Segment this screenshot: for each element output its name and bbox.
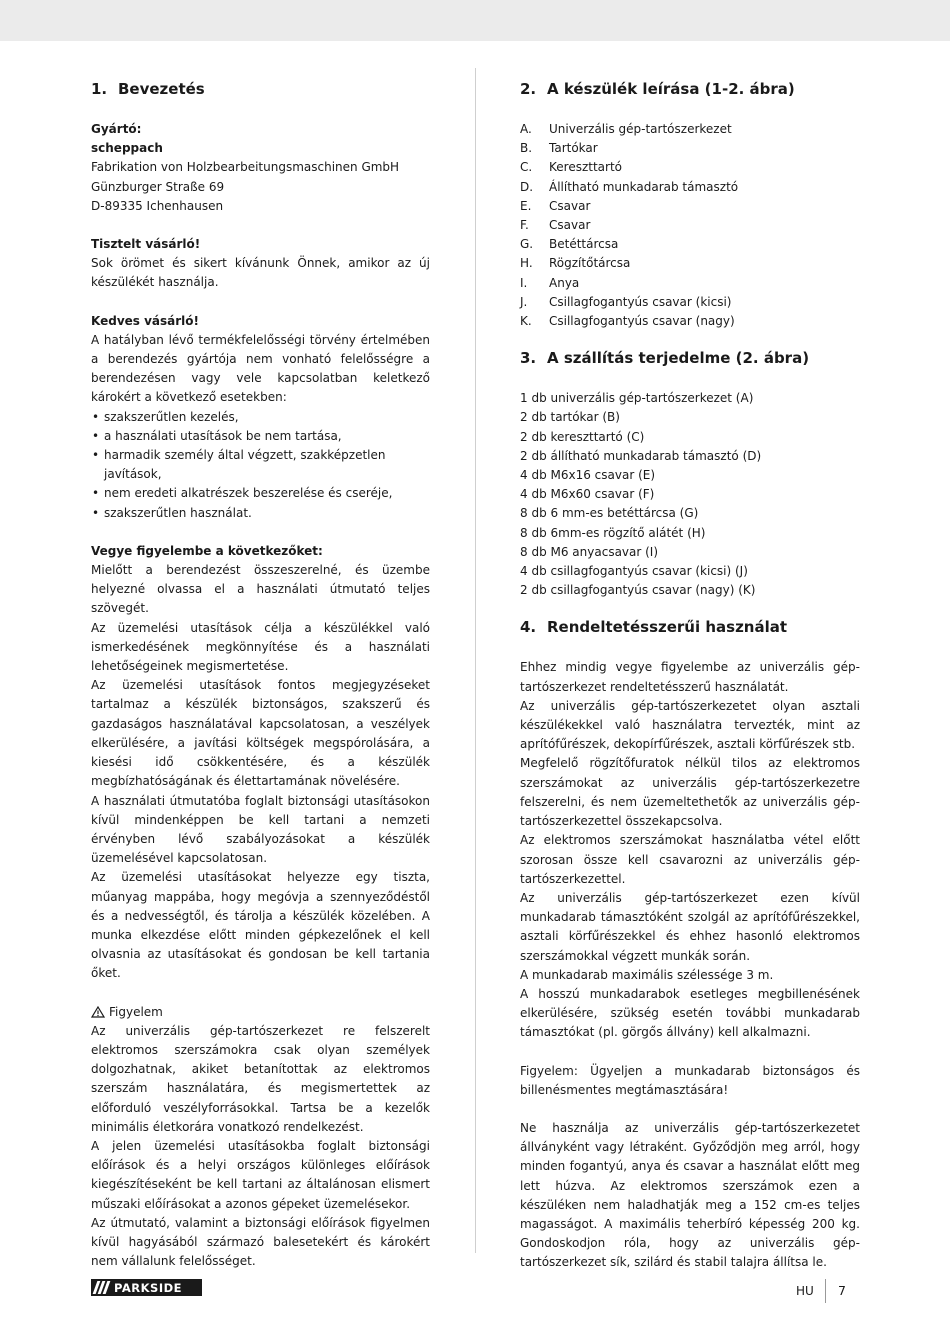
list-item: • harmadik személy által végzett, szakképzetlen javítások, bbox=[91, 446, 430, 484]
list-item: J. Csillagfogantyús csavar (kicsi) bbox=[520, 294, 732, 309]
section-title-text: Bevezetés bbox=[118, 80, 205, 98]
note-paragraph: Az üzemelési utasítások célja a készülékkel való ismerkedésének megkönnyítése és a használati lehetőségeinek megismertetése. bbox=[91, 620, 430, 674]
list-item: 1 db univerzális gép-tartószerkezet (A) bbox=[520, 391, 754, 406]
manufacturer-label: Gyártó: bbox=[91, 122, 142, 136]
section-title-text: A készülék leírása (1-2. ábra) bbox=[547, 80, 795, 98]
dear-buyer-label: Kedves vásárló! bbox=[91, 313, 200, 328]
warning-triangle-icon bbox=[91, 1006, 105, 1018]
section-number: 4. bbox=[520, 618, 537, 637]
warning-paragraph: Az univerzális gép-tartószerkezet re felszerelt elektromos szerszámokra csak olyan személyek dolgozhatnak, akiket betanítottak az elektromos szerszám használatára, és megismertettek az előforduló veszélyforrásokkal. Tartsa be a kezelők minimális életkorára vonatkozó rendelkezést. bbox=[91, 1023, 430, 1134]
address-line: D-89335 Ichenhausen bbox=[91, 198, 224, 213]
list-item: 8 db 6mm-es rögzítő alátét (H) bbox=[520, 525, 706, 540]
note-paragraph: Az üzemelési utasításokat helyezze egy tiszta, műanyag mappába, hogy megóvja a szennyeződéstől és a nedvességtől, és tárolja a készülék közelében. A munka elkezdése előtt minden gépkezelőnek el kell olvasnia az utasításokat és gondosan be kell tartania őket. bbox=[91, 870, 430, 981]
usage-paragraph: A hosszú munkadarabok esetleges megbillenésének elkerülésére, szükség esetén további munkadarab támasztókat (pl. görgős állvány) kell alkalmazni. bbox=[520, 986, 860, 1040]
warning-paragraph: A jelen üzemelési utasításokba foglalt biztonsági előírások és a helyi országos különleges előírások kiegészítéseként be kell tartani az általánosan elismert műszaki előírásokat a azonos gépeket üzemelésekor. bbox=[91, 1138, 430, 1211]
list-item: 4 db csillagfogantyús csavar (kicsi) (J) bbox=[520, 564, 748, 579]
list-item: C. Kereszttartó bbox=[520, 160, 623, 175]
note-paragraph: A használati útmutatóba foglalt biztonsági utasításokon kívül mindenképpen be kell tartani a nemzeti érvényben lévő szabályozásokat a készülék üzemelésével kapcsolatosan. bbox=[91, 793, 430, 866]
list-item: 2 db állítható munkadarab támasztó (D) bbox=[520, 448, 762, 463]
liability-text: A hatályban lévő termékfelelősségi törvény értelmében a berendezés gyártója nem vonható felelősségre a berendezésen vagy vele kapcsolatban keletkező károkért a következő esetekben: bbox=[91, 332, 430, 405]
list-item: F. Csavar bbox=[520, 218, 591, 233]
address-block bbox=[91, 158, 430, 216]
list-item: 2 db csillagfogantyús csavar (nagy) (K) bbox=[520, 583, 756, 598]
list-item: K. Csillagfogantyús csavar (nagy) bbox=[520, 314, 735, 329]
usage-warning: Figyelem: Ügyeljen a munkadarab biztonságos és billenésmentes megtámasztására! bbox=[520, 1063, 860, 1097]
dear-customer-label: Tisztelt vásárló! bbox=[91, 237, 201, 252]
left-column bbox=[91, 78, 430, 1271]
logo-brand-text: PARKSIDE bbox=[114, 1280, 183, 1295]
usage-paragraph: A munkadarab maximális szélessége 3 m. bbox=[520, 967, 774, 982]
parts-list bbox=[520, 120, 860, 331]
right-column bbox=[520, 78, 860, 1273]
footer-divider bbox=[825, 1279, 826, 1303]
delivery-list bbox=[520, 389, 860, 600]
page-number: 7 bbox=[838, 1283, 846, 1298]
address-line: Fabrikation von Holzbearbeitungsmaschinen GmbH bbox=[91, 160, 400, 175]
parkside-logo bbox=[91, 1279, 202, 1296]
section-title-text: Rendeltetésszerűi használat bbox=[547, 618, 788, 637]
list-item: • szakszerűtlen kezelés, bbox=[91, 408, 430, 427]
warning-label: Figyelem bbox=[109, 1004, 163, 1019]
logo-stripes-icon bbox=[95, 1281, 110, 1294]
section-number: 1. bbox=[91, 80, 108, 98]
usage-paragraph: Ne használja az univerzális gép-tartószerkezetet állványként vagy létraként. Győződjön meg arról, hogy minden fogantyú, anya és csavar a használat előtt meg lett húzva. Az elektromos szerszámok ezen a készüléken nem haladhatják meg a 152 cm-es teljes magasságot. A maximális teherbíró képesség 200 kg. Gondoskodjon róla, hogy az univerzális gép-tartószerkezet sík, szilárd és stabil talajra állítsa le. bbox=[520, 1120, 860, 1270]
note-label: Vegye figyelembe a következőket: bbox=[91, 543, 323, 558]
top-bar bbox=[0, 0, 950, 41]
note-paragraph: Mielőtt a berendezést összeszerelné, és üzembe helyezné olvassa el a használati útmutató teljes szövegét. bbox=[91, 563, 430, 616]
list-item: I. Anya bbox=[520, 275, 580, 290]
section-3-title bbox=[520, 347, 860, 369]
usage-paragraph: Az univerzális gép-tartószerkezetet olyan asztali készülékekkel való használatra tervezték, mint az aprítófűrészek, dekopírfűrészek, asztali körfűrészek stb. bbox=[520, 698, 860, 752]
list-item: 4 db M6x60 csavar (F) bbox=[520, 487, 655, 502]
usage-paragraph: Ehhez mindig vegye figyelembe az univerzális gép-tartószerkezet rendeltetésszerű használatát. bbox=[520, 660, 860, 694]
list-item: E. Csavar bbox=[520, 198, 591, 213]
list-item: 2 db tartókar (B) bbox=[520, 410, 620, 425]
section-title-text: A szállítás terjedelme (2. ábra) bbox=[547, 349, 810, 368]
usage-paragraph: Az univerzális gép-tartószerkezet ezen kívül munkadarab támasztóként szolgál az aprítófűrészekkel, asztali körfűrészekkel és ehhez hasonló elektromos szerszámokkal végzett munkák során. bbox=[520, 890, 860, 963]
liability-list bbox=[91, 408, 430, 523]
list-item: G. Betéttárcsa bbox=[520, 237, 619, 252]
list-item: A. Univerzális gép-tartószerkezet bbox=[520, 122, 732, 136]
usage-paragraph: Az elektromos szerszámokat használatba vétel előtt szorosan össze kell csavarozni az univerzális gép-tartószerkezettel. bbox=[520, 833, 860, 886]
address-line: Günzburger Straße 69 bbox=[91, 179, 225, 194]
list-item: B. Tartókar bbox=[520, 141, 598, 156]
section-number: 2. bbox=[520, 80, 537, 98]
list-item: 4 db M6x16 csavar (E) bbox=[520, 468, 656, 483]
list-item: • szakszerűtlen használat. bbox=[91, 504, 430, 523]
list-item: 8 db M6 anyacsavar (I) bbox=[520, 544, 659, 559]
section-1-title bbox=[91, 78, 430, 100]
list-item: H. Rögzítőtárcsa bbox=[520, 256, 631, 271]
list-item: 8 db 6 mm-es betéttárcsa (G) bbox=[520, 506, 699, 521]
language-code: HU bbox=[796, 1284, 814, 1298]
list-item: • a használati utasítások be nem tartása, bbox=[91, 427, 430, 446]
manufacturer-name: scheppach bbox=[91, 141, 163, 156]
note-paragraph: Az üzemelési utasítások fontos megjegyzéseket tartalmaz a készülék biztonságos, szakszerű és gazdaságos használatával kapcsolatosan, a veszélyek elkerülésére, a javítási költségek megspórolására, a kiesési idő csökkentésére, és a készülék megbízhatóságának és élettartamának növelésére. bbox=[91, 678, 430, 789]
section-2-title bbox=[520, 78, 860, 100]
usage-paragraph: Megfelelő rögzítőfuratok nélkül tilos az elektromos szerszámokat az univerzális gép-tartószerkezetre felszerelni, és nem üzemeltethetők az univerzális gép-tartószerkezettel összekapcsolva. bbox=[520, 756, 860, 829]
list-item: D. Állítható munkadarab támasztó bbox=[520, 179, 739, 194]
section-4-title bbox=[520, 616, 860, 638]
list-item: 2 db kereszttartó (C) bbox=[520, 429, 645, 444]
column-divider bbox=[475, 68, 476, 1253]
section-number: 3. bbox=[520, 349, 537, 368]
list-item: • nem eredeti alkatrészek beszerelése és cseréje, bbox=[91, 484, 430, 503]
dear-customer-text: Sok örömet és sikert kívánunk Önnek, amikor az új készülékét használja. bbox=[91, 256, 430, 290]
warning-heading bbox=[91, 1003, 430, 1022]
warning-paragraph: Az útmutató, valamint a biztonsági előírások figyelmen kívül hagyásából származó balesetekért és károkért nem vállalunk felelősséget. bbox=[91, 1215, 430, 1269]
